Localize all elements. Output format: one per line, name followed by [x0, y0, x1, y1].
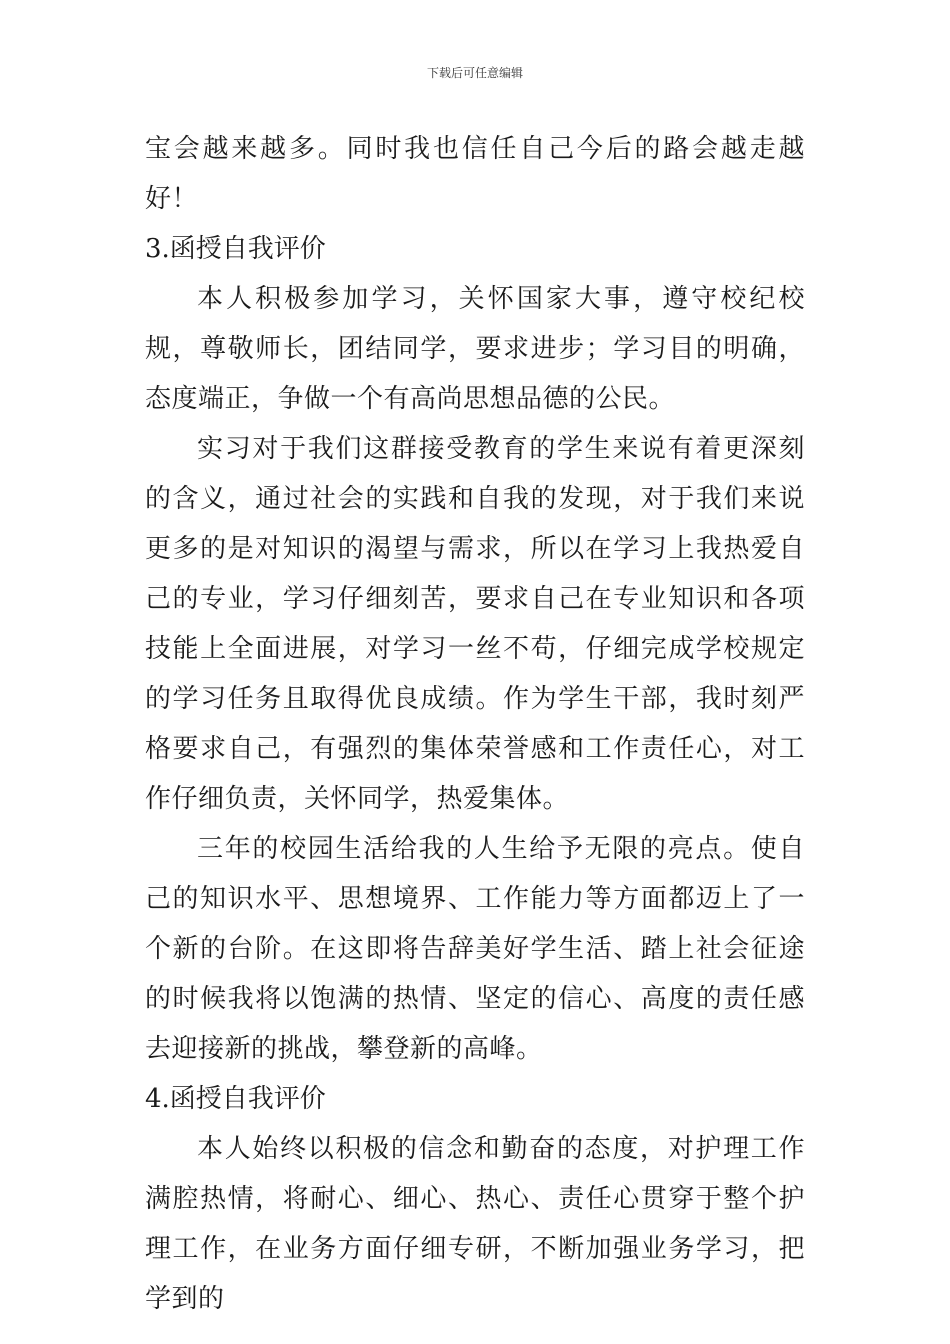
section-heading-4: 4.函授自我评价	[145, 1084, 326, 1114]
paragraph-3: 三年的校园生活给我的人生给予无限的亮点。使自己的知识水平、思想境界、工作能力等方面都迈上了一个新的台阶。在这即将告辞美好学生活、踏上社会征途的时候我将以饱满的热情、坚定的信心、高度的责任感去迎接新的挑战，攀登新的高峰。	[145, 834, 805, 1064]
section-heading-3: 3.函授自我评价	[145, 234, 326, 264]
paragraph-continuation: 宝会越来越多。同时我也信任自己今后的路会越走越好！	[145, 134, 805, 214]
paragraph-4: 本人始终以积极的信念和勤奋的态度，对护理工作满腔热情，将耐心、细心、热心、责任心贯穿于整个护理工作，在业务方面仔细专研，不断加强业务学习，把学到的	[145, 1134, 805, 1314]
paragraph-2: 实习对于我们这群接受教育的学生来说有着更深刻的含义，通过社会的实践和自我的发现，对于我们来说更多的是对知识的渴望与需求，所以在学习上我热爱自己的专业，学习仔细刻苦，要求自己在专业知识和各项技能上全面进展，对学习一丝不苟，仔细完成学校规定的学习任务且取得优良成绩。作为学生干部，我时刻严格要求自己，有强烈的集体荣誉感和工作责任心，对工作仔细负责，关怀同学，热爱集体。	[145, 434, 805, 814]
page-header-note: 下载后可任意编辑	[426, 66, 523, 80]
document-body	[145, 124, 805, 1324]
paragraph-1: 本人积极参加学习，关怀国家大事，遵守校纪校规，尊敬师长，团结同学，要求进步；学习目的明确，态度端正，争做一个有高尚思想品德的公民。	[145, 284, 805, 414]
